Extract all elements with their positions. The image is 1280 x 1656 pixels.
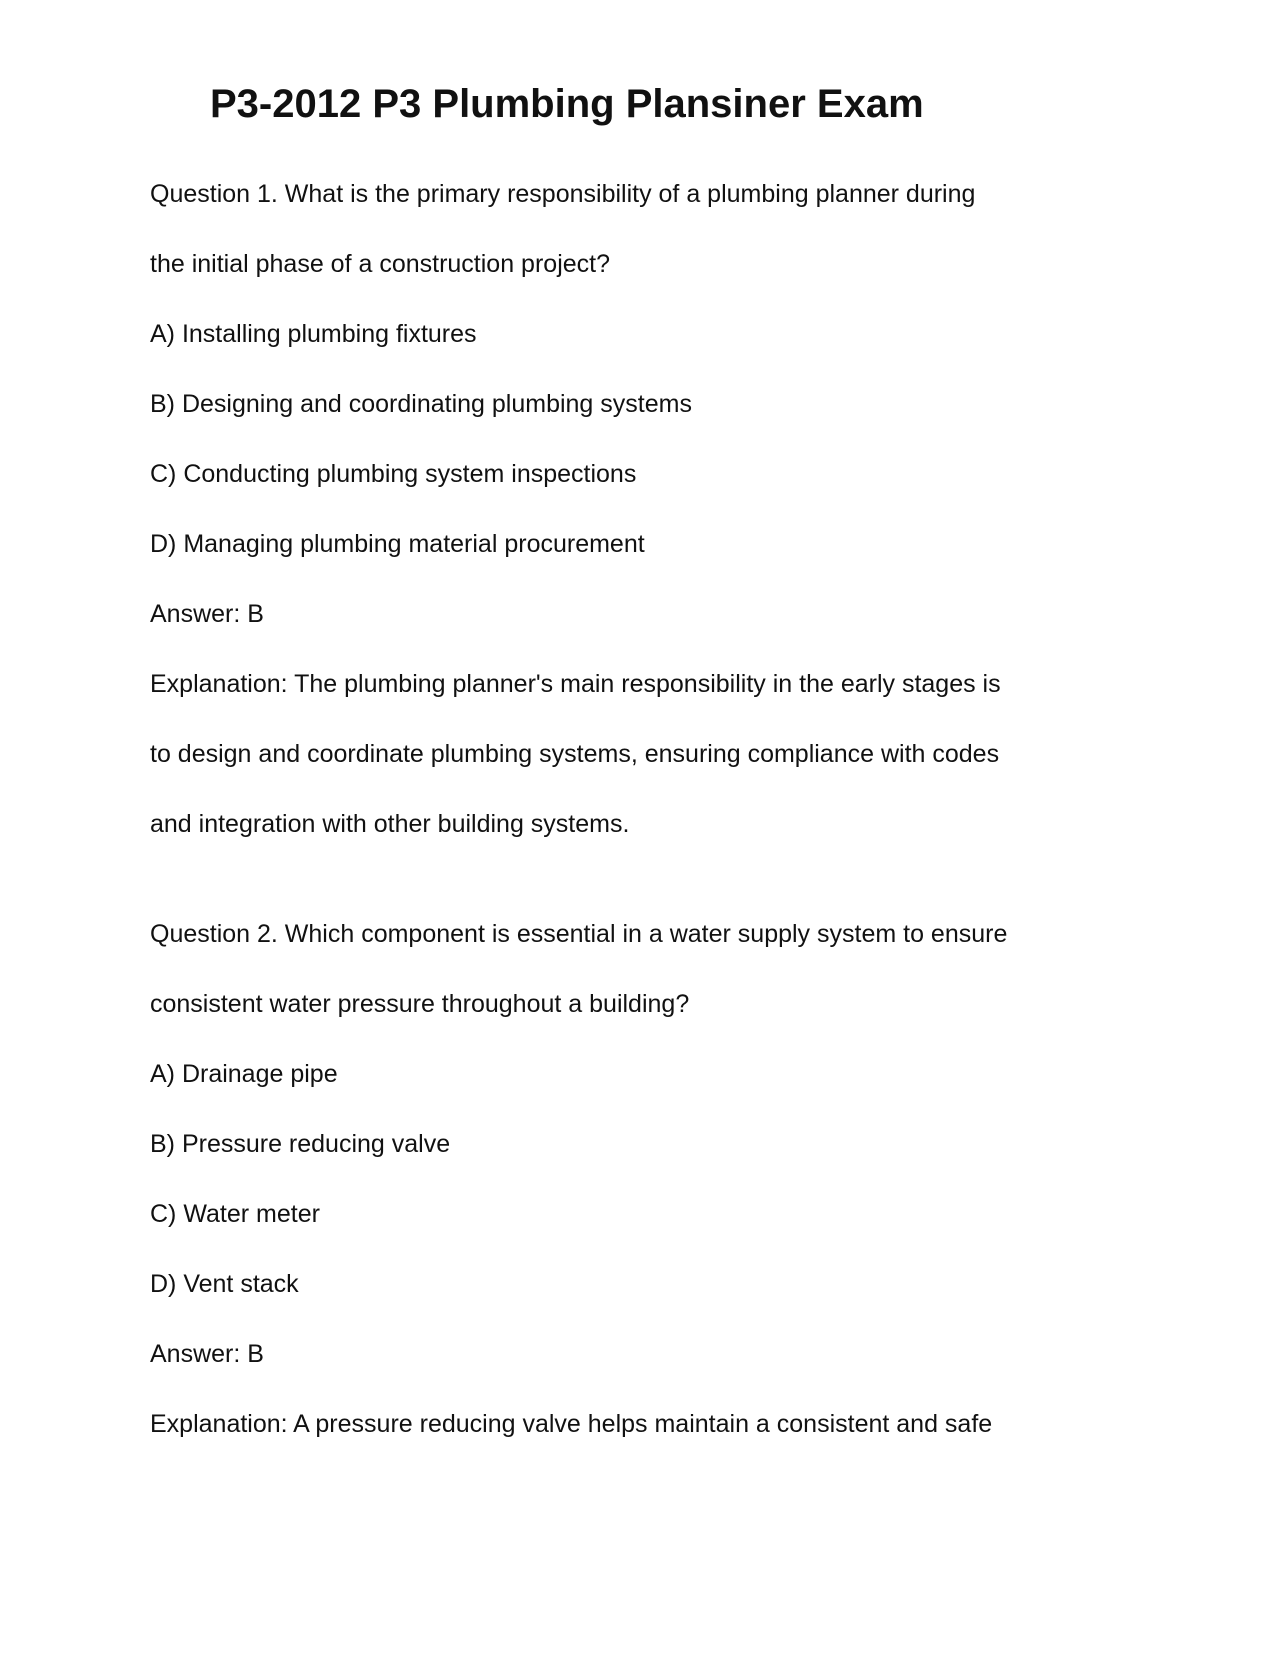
question-1-option-d: D) Managing plumbing material procurement: [150, 530, 645, 558]
question-2-option-c: C) Water meter: [150, 1200, 320, 1228]
question-2-option-d: D) Vent stack: [150, 1270, 299, 1298]
question-2-text-line-1: Question 2. Which component is essential in a water supply system to ensure: [150, 920, 1008, 948]
question-2-option-b: B) Pressure reducing valve: [150, 1130, 451, 1158]
question-1-option-a: A) Installing plumbing fixtures: [150, 320, 477, 348]
question-1-explanation-line-3: and integration with other building systems.: [150, 810, 630, 838]
question-2-answer: Answer: B: [150, 1340, 264, 1368]
question-1-explanation-line-1: Explanation: The plumbing planner's main responsibility in the early stages is: [150, 670, 1001, 698]
question-1-option-b: B) Designing and coordinating plumbing systems: [150, 390, 692, 418]
question-2-option-a: A) Drainage pipe: [150, 1060, 338, 1088]
question-1-text-line-2: the initial phase of a construction project?: [150, 250, 610, 278]
question-1-text-line-1: Question 1. What is the primary responsibility of a plumbing planner during: [150, 180, 976, 208]
question-2-text-line-2: consistent water pressure throughout a building?: [150, 990, 690, 1018]
document-title: P3-2012 P3 Plumbing Plansiner Exam: [210, 82, 924, 126]
question-1-explanation-line-2: to design and coordinate plumbing systems, ensuring compliance with codes: [150, 740, 1000, 768]
question-1-option-c: C) Conducting plumbing system inspections: [150, 460, 637, 488]
question-1-answer: Answer: B: [150, 600, 264, 628]
question-2-explanation-line-1: Explanation: A pressure reducing valve helps maintain a consistent and safe: [150, 1410, 993, 1438]
